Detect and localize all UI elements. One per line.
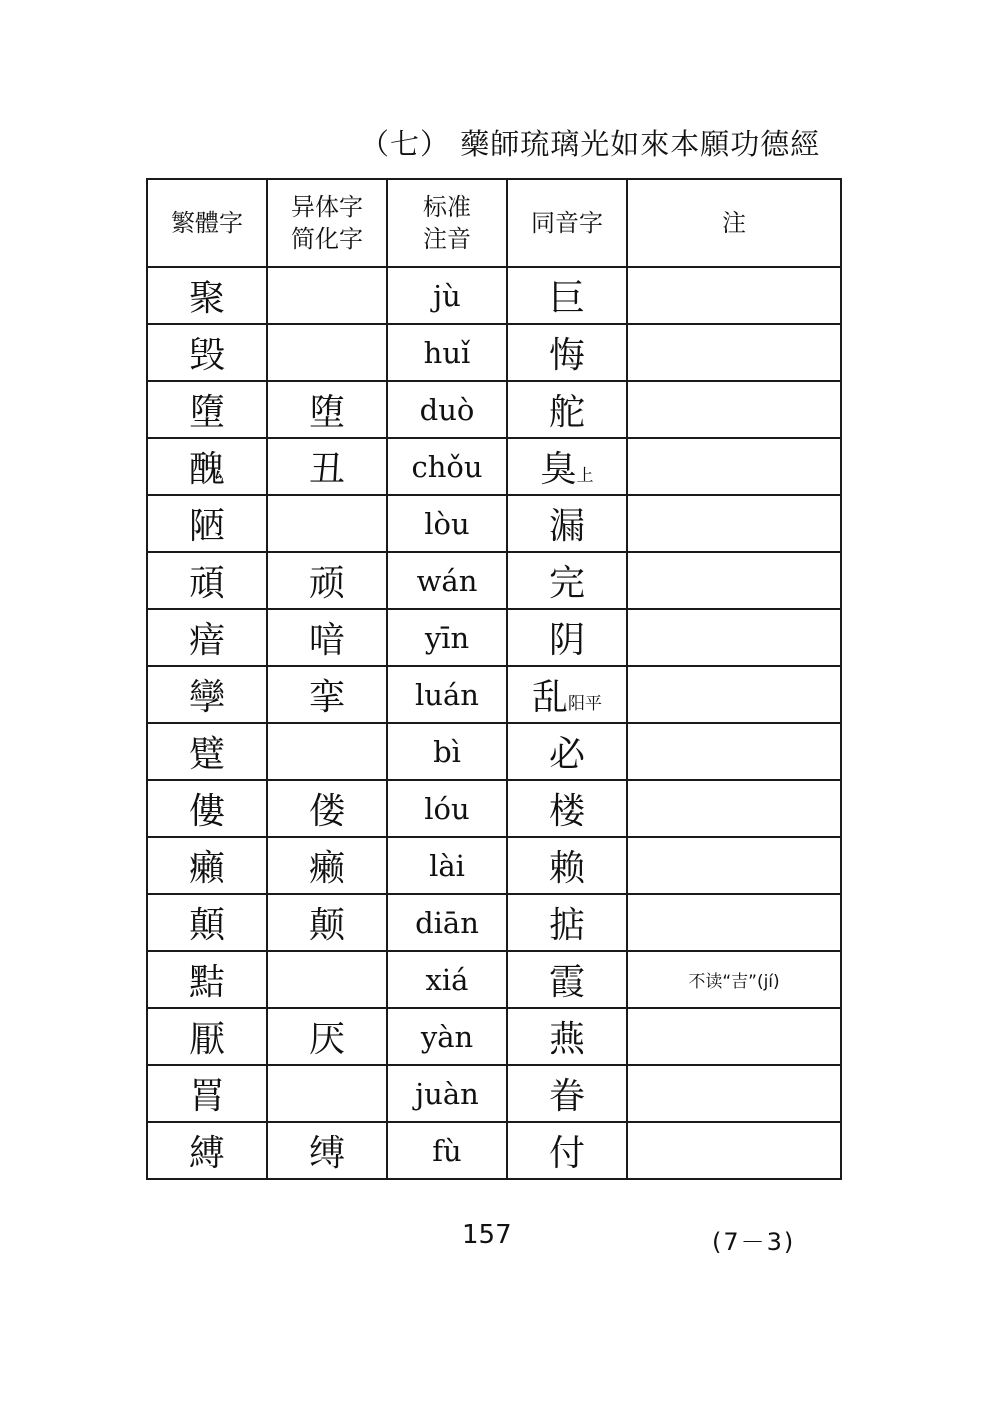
simplified-char-cell-text: 颠 (308, 905, 345, 946)
traditional-char-cell-text: 厭 (188, 1019, 225, 1060)
table-row (147, 837, 841, 894)
traditional-char-cell (147, 324, 267, 381)
homophone-cell-text: 眷 (548, 1076, 585, 1117)
simplified-char-cell (267, 609, 387, 666)
simplified-char-cell-text: 喑 (308, 620, 345, 661)
pinyin-cell-text: wán (416, 563, 478, 598)
simplified-char-cell-text: 顽 (308, 563, 345, 604)
homophone-cell (507, 894, 627, 951)
table-header (147, 179, 841, 267)
traditional-char-cell (147, 609, 267, 666)
pinyin-cell (387, 780, 507, 837)
traditional-char-cell (147, 381, 267, 438)
pinyin-cell-text: huǐ (423, 335, 471, 370)
homophone-cell-text: 燕 (548, 1019, 585, 1060)
homophone-cell-text: 楼 (548, 791, 585, 832)
table-row (147, 723, 841, 780)
traditional-char-cell-text: 罥 (188, 1076, 225, 1117)
note-cell (627, 780, 841, 837)
traditional-char-cell-text: 瘖 (188, 620, 225, 661)
traditional-char-cell (147, 552, 267, 609)
note-cell (627, 894, 841, 951)
simplified-char-cell (267, 723, 387, 780)
simplified-char-cell (267, 1065, 387, 1122)
homophone-cell-text: 臭 (540, 449, 577, 490)
homophone-cell (507, 780, 627, 837)
note-cell (627, 1065, 841, 1122)
note-cell (627, 666, 841, 723)
table-row (147, 780, 841, 837)
header-variant-line2: 简化字 (291, 225, 363, 253)
homophone-cell (507, 837, 627, 894)
simplified-char-cell (267, 438, 387, 495)
pinyin-cell-text: lòu (424, 506, 470, 541)
header-note-label: 注 (722, 208, 746, 237)
traditional-char-cell (147, 951, 267, 1008)
simplified-char-cell (267, 837, 387, 894)
pinyin-cell (387, 666, 507, 723)
traditional-char-cell (147, 1065, 267, 1122)
note-cell (627, 267, 841, 324)
pinyin-cell (387, 1008, 507, 1065)
homophone-cell-text: 付 (548, 1133, 585, 1174)
homophone-cell-text: 巨 (548, 278, 585, 319)
traditional-char-cell (147, 495, 267, 552)
table-row (147, 1122, 841, 1179)
header-note (627, 179, 841, 267)
pinyin-cell (387, 951, 507, 1008)
homophone-cell (507, 495, 627, 552)
note-cell (627, 324, 841, 381)
pinyin-cell-text: fù (432, 1133, 462, 1168)
table-row (147, 267, 841, 324)
simplified-char-cell-text: 丑 (308, 449, 345, 490)
traditional-char-cell (147, 1008, 267, 1065)
header-pinyin (387, 179, 507, 267)
note-cell (627, 381, 841, 438)
pinyin-cell-text: juàn (415, 1076, 479, 1111)
traditional-char-cell-text: 縛 (188, 1133, 225, 1174)
page-title: （七） 藥師琉璃光如來本願功德經 (360, 127, 821, 161)
simplified-char-cell-text: 癞 (308, 848, 345, 889)
table-body (147, 267, 841, 1179)
pinyin-cell (387, 495, 507, 552)
homophone-cell-text: 霞 (548, 962, 585, 1003)
header-traditional-label: 繁體字 (171, 208, 243, 237)
simplified-char-cell (267, 951, 387, 1008)
pinyin-cell-text: diān (415, 905, 479, 940)
traditional-char-cell-text: 毁 (188, 335, 225, 376)
pinyin-cell-text: chǒu (411, 449, 483, 484)
page-reference: (7－3) (712, 1228, 796, 1256)
homophone-cell-text: 乱 (531, 677, 568, 718)
pronunciation-table-container (146, 178, 840, 1180)
simplified-char-cell (267, 1122, 387, 1179)
traditional-char-cell-text: 躄 (188, 734, 225, 775)
simplified-char-cell (267, 552, 387, 609)
header-row (147, 179, 841, 267)
pinyin-cell (387, 837, 507, 894)
note-cell (627, 1008, 841, 1065)
simplified-char-cell (267, 666, 387, 723)
pinyin-cell-text: yīn (424, 620, 470, 655)
simplified-char-cell (267, 780, 387, 837)
tone-marker: 阳平 (568, 694, 602, 714)
homophone-cell-text: 悔 (548, 335, 585, 376)
pinyin-cell (387, 267, 507, 324)
header-homophone (507, 179, 627, 267)
simplified-char-cell-text: 缚 (308, 1133, 345, 1174)
table-row (147, 609, 841, 666)
traditional-char-cell (147, 894, 267, 951)
simplified-char-cell (267, 1008, 387, 1065)
table-row (147, 381, 841, 438)
homophone-cell (507, 267, 627, 324)
pinyin-cell-text: yàn (420, 1019, 474, 1054)
traditional-char-cell (147, 267, 267, 324)
pinyin-cell (387, 609, 507, 666)
table-row (147, 1008, 841, 1065)
pinyin-cell (387, 324, 507, 381)
homophone-cell-text: 赖 (548, 848, 585, 889)
table-row (147, 666, 841, 723)
homophone-cell (507, 324, 627, 381)
table-row (147, 552, 841, 609)
pinyin-cell-text: jù (433, 278, 461, 313)
note-cell-text: 不读“吉”(jí) (688, 972, 780, 992)
pinyin-cell-text: lài (429, 848, 465, 883)
pinyin-cell (387, 1065, 507, 1122)
traditional-char-cell-text: 僂 (188, 791, 225, 832)
pinyin-cell (387, 1122, 507, 1179)
traditional-char-cell (147, 1122, 267, 1179)
traditional-char-cell-text: 墮 (188, 392, 225, 433)
tone-marker: 上 (576, 466, 594, 486)
simplified-char-cell-text: 堕 (308, 392, 345, 433)
header-pinyin-line1: 标准 (423, 192, 471, 221)
pronunciation-table (146, 178, 842, 1180)
table-row (147, 1065, 841, 1122)
header-pinyin-line2: 注音 (423, 225, 471, 253)
homophone-cell (507, 1122, 627, 1179)
simplified-char-cell (267, 381, 387, 438)
simplified-char-cell (267, 267, 387, 324)
page-number: 157 (462, 1220, 512, 1250)
header-traditional (147, 179, 267, 267)
traditional-char-cell (147, 666, 267, 723)
homophone-cell (507, 1008, 627, 1065)
table-row (147, 951, 841, 1008)
homophone-cell (507, 723, 627, 780)
traditional-char-cell (147, 780, 267, 837)
simplified-char-cell-text: 挛 (308, 677, 345, 718)
homophone-cell-text: 舵 (548, 392, 585, 433)
table-row (147, 495, 841, 552)
header-variant-line1: 异体字 (291, 192, 363, 221)
note-cell (627, 438, 841, 495)
header-homophone-label: 同音字 (531, 208, 603, 237)
traditional-char-cell-text: 黠 (188, 962, 225, 1003)
traditional-char-cell-text: 醜 (188, 449, 225, 490)
pinyin-cell-text: duò (419, 392, 475, 427)
table-row (147, 438, 841, 495)
homophone-cell-text: 漏 (548, 506, 585, 547)
note-cell (627, 723, 841, 780)
pinyin-cell (387, 438, 507, 495)
note-cell (627, 552, 841, 609)
traditional-char-cell-text: 頑 (188, 563, 225, 604)
traditional-char-cell-text: 顛 (188, 905, 225, 946)
homophone-cell (507, 951, 627, 1008)
traditional-char-cell-text: 癩 (188, 848, 225, 889)
pinyin-cell (387, 723, 507, 780)
simplified-char-cell (267, 324, 387, 381)
homophone-cell (507, 438, 627, 495)
traditional-char-cell (147, 723, 267, 780)
homophone-cell (507, 1065, 627, 1122)
pinyin-cell-text: luán (415, 677, 479, 712)
pinyin-cell-text: xiá (425, 962, 469, 997)
pinyin-cell (387, 381, 507, 438)
homophone-cell-text: 掂 (548, 905, 585, 946)
note-cell (627, 1122, 841, 1179)
table-row (147, 324, 841, 381)
note-cell (627, 837, 841, 894)
homophone-cell-text: 完 (548, 563, 585, 604)
homophone-cell (507, 609, 627, 666)
traditional-char-cell-text: 聚 (188, 278, 225, 319)
simplified-char-cell-text: 厌 (308, 1019, 345, 1060)
simplified-char-cell-text: 偻 (308, 791, 345, 832)
note-cell (627, 951, 841, 1008)
simplified-char-cell (267, 495, 387, 552)
simplified-char-cell (267, 894, 387, 951)
homophone-cell (507, 552, 627, 609)
traditional-char-cell (147, 837, 267, 894)
pinyin-cell (387, 552, 507, 609)
note-cell (627, 495, 841, 552)
header-variant (267, 179, 387, 267)
homophone-cell (507, 381, 627, 438)
homophone-cell (507, 666, 627, 723)
traditional-char-cell-text: 陋 (188, 506, 225, 547)
pinyin-cell (387, 894, 507, 951)
traditional-char-cell-text: 孿 (188, 677, 225, 718)
homophone-cell-text: 必 (548, 734, 585, 775)
table-row (147, 894, 841, 951)
homophone-cell-text: 阴 (548, 620, 585, 661)
traditional-char-cell (147, 438, 267, 495)
pinyin-cell-text: lóu (424, 791, 470, 826)
note-cell (627, 609, 841, 666)
pinyin-cell-text: bì (433, 734, 461, 769)
